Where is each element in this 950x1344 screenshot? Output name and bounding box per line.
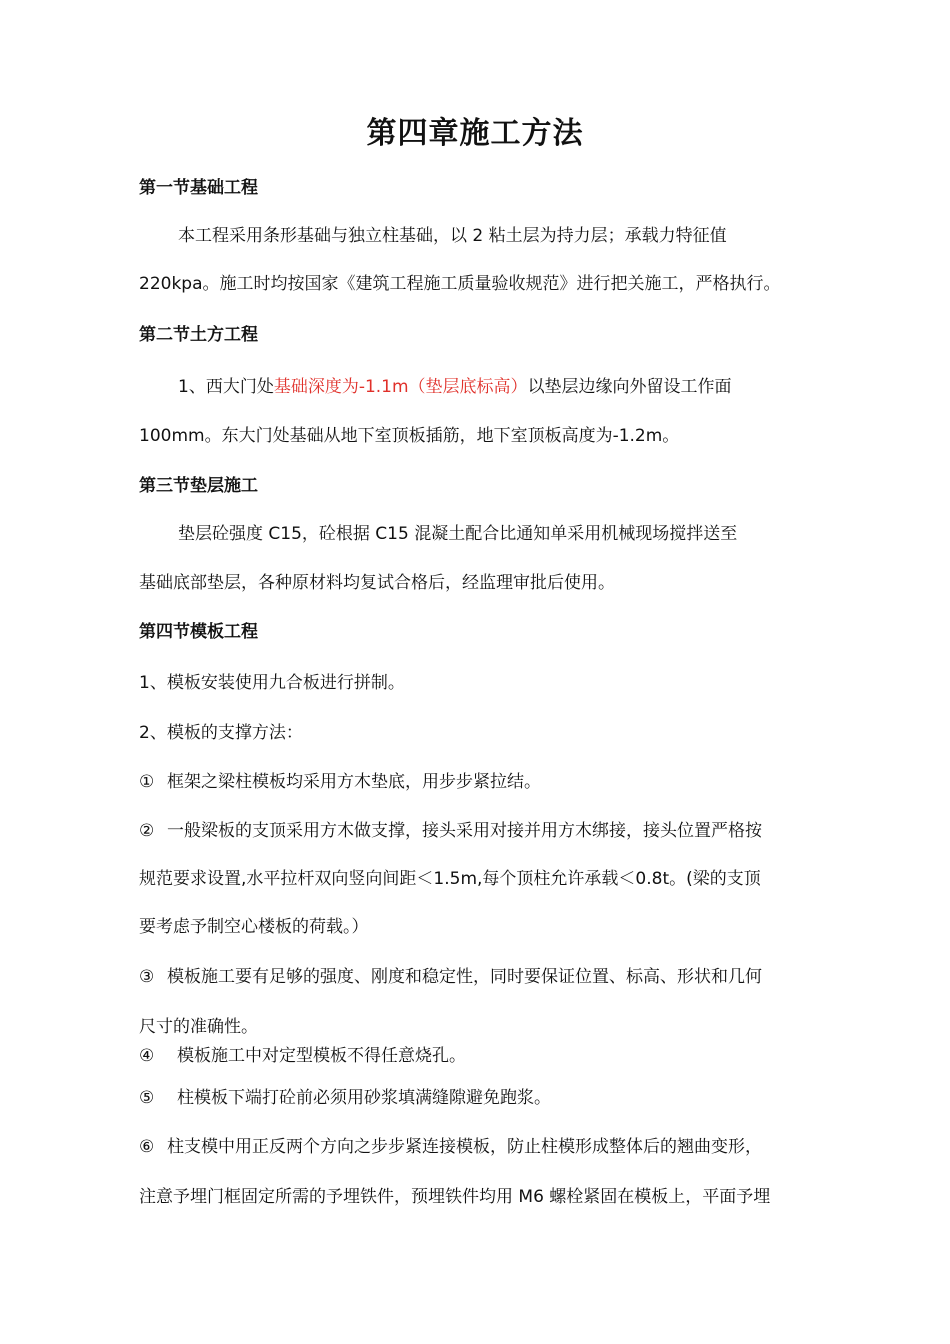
item-text: 框架之梁柱模板均采用方木垫底，用步步紧拉结。 (167, 772, 541, 792)
item-number: ③ (139, 967, 155, 987)
paragraph-line: 规范要求设置,水平拉杆双向竖向间距＜1.5m,每个顶柱允许承载＜0.8t。(梁的支顶 (139, 869, 761, 889)
paragraph-line: 垫层砼强度 C15，砼根据 C15 混凝土配合比通知单采用机械现场搅拌送至 (178, 524, 738, 544)
list-item (139, 767, 541, 792)
item-number: ⑤ (139, 1088, 155, 1108)
item-number: ② (139, 821, 155, 841)
text-segment: 以垫层边缘向外留设工作面 (527, 377, 732, 397)
paragraph-line (178, 372, 732, 397)
section-heading-earthwork: 第二节土方工程 (139, 325, 258, 345)
paragraph-line: 要考虑予制空心楼板的荷载。） (139, 917, 369, 937)
list-item (139, 962, 762, 987)
section-heading-foundation: 第一节基础工程 (139, 178, 258, 198)
section-heading-formwork: 第四节模板工程 (139, 622, 258, 642)
list-item (139, 1041, 466, 1066)
item-text: 模板施工中对定型模板不得任意烧孔。 (177, 1046, 466, 1066)
paragraph-line: 本工程采用条形基础与独立柱基础，以 2 粘土层为持力层；承载力特征值 (178, 226, 727, 246)
list-item (139, 816, 762, 841)
paragraph-line: 100mm。东大门处基础从地下室顶板插筋，地下室顶板高度为-1.2m。 (139, 426, 680, 446)
list-item (139, 1132, 762, 1157)
paragraph-line: 注意予埋门框固定所需的予埋铁件，预埋铁件均用 M6 螺栓紧固在模板上，平面予埋 (139, 1187, 771, 1207)
item-text: 一般梁板的支顶采用方木做支撑，接头采用对接并用方木绑接，接头位置严格按 (167, 821, 762, 841)
item-number: ① (139, 772, 155, 792)
list-item (139, 1083, 551, 1108)
list-item: 1、模板安装使用九合板进行拼制。 (139, 673, 405, 693)
item-text: 柱支模中用正反两个方向之步步紧连接模板，防止柱模形成整体后的翘曲变形， (167, 1137, 762, 1157)
paragraph-line: 尺寸的准确性。 (139, 1017, 258, 1037)
chapter-title: 第四章施工方法 (366, 116, 584, 151)
item-text: 柱模板下端打砼前必须用砂浆填满缝隙避免跑浆。 (177, 1088, 551, 1108)
paragraph-line: 220kpa。施工时均按国家《建筑工程施工质量验收规范》进行把关施工，严格执行。 (139, 274, 781, 294)
item-number: ⑥ (139, 1137, 155, 1157)
highlighted-text: 基础深度为-1.1m（垫层底标高） (273, 377, 528, 397)
list-item: 2、模板的支撑方法： (139, 723, 303, 743)
item-text: 模板施工要有足够的强度、刚度和稳定性，同时要保证位置、标高、形状和几何 (167, 967, 762, 987)
section-heading-cushion: 第三节垫层施工 (139, 476, 258, 496)
item-number: ④ (139, 1046, 155, 1066)
text-segment: 1、西大门处 (178, 377, 274, 397)
paragraph-line: 基础底部垫层，各种原材料均复试合格后，经监理审批后使用。 (139, 573, 615, 593)
